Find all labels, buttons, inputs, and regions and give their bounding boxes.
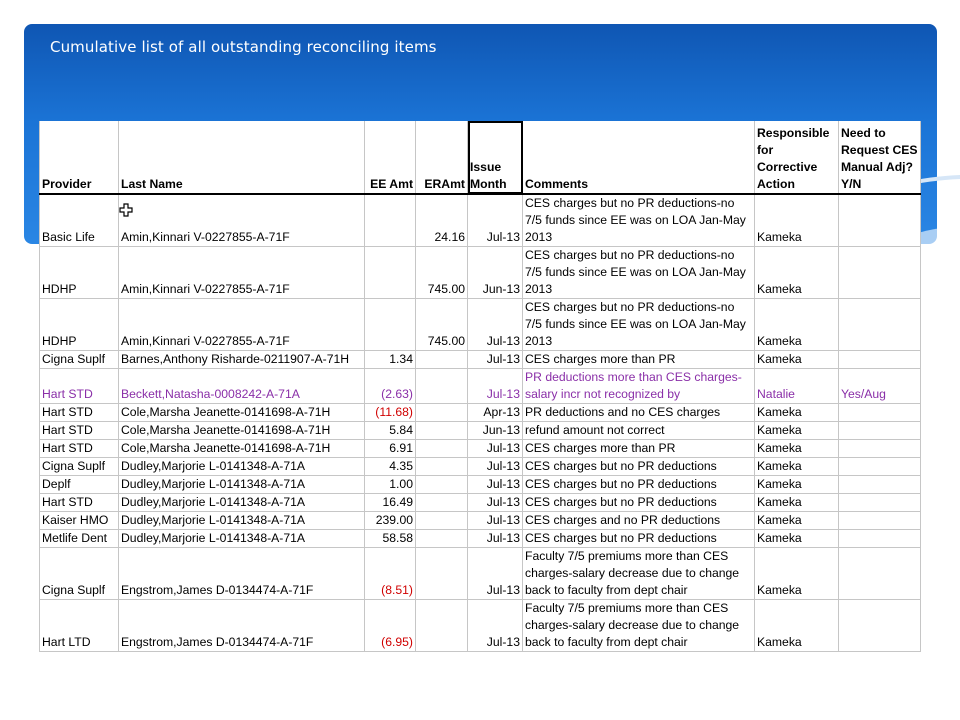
cell-resp: Kameka bbox=[755, 440, 839, 458]
cell-provider: Basic Life bbox=[40, 194, 119, 247]
cell-resp: Kameka bbox=[755, 512, 839, 530]
cell-adj bbox=[839, 458, 921, 476]
column-header-manual-adj: Need to Request CES Manual Adj? Y/N bbox=[839, 121, 921, 194]
cell-adj bbox=[839, 422, 921, 440]
table-row bbox=[40, 404, 921, 422]
table-row bbox=[40, 369, 921, 404]
cell-adj bbox=[839, 548, 921, 600]
cell-resp: Kameka bbox=[755, 494, 839, 512]
cell-comment: CES charges but no PR deductions bbox=[523, 476, 755, 494]
cell-name: Dudley,Marjorie L-0141348-A-71A bbox=[119, 476, 365, 494]
cell-er bbox=[416, 494, 468, 512]
cell-resp: Natalie bbox=[755, 369, 839, 404]
cell-er bbox=[416, 422, 468, 440]
table-row bbox=[40, 530, 921, 548]
slide-title: Cumulative list of all outstanding reconciling items bbox=[50, 38, 437, 56]
column-header-comments: Comments bbox=[523, 121, 755, 194]
cell-comment: CES charges but no PR deductions-no 7/5 funds since EE was on LOA Jan-May 2013 bbox=[523, 299, 755, 351]
cell-comment: CES charges but no PR deductions bbox=[523, 494, 755, 512]
cell-month: Jul-13 bbox=[468, 351, 523, 369]
cell-ee: 58.58 bbox=[365, 530, 416, 548]
column-header-er-amt: ERAmt bbox=[416, 121, 468, 194]
cell-provider: Hart STD bbox=[40, 422, 119, 440]
table-row bbox=[40, 548, 921, 600]
cell-adj bbox=[839, 476, 921, 494]
cell-adj bbox=[839, 530, 921, 548]
cell-name: Engstrom,James D-0134474-A-71F bbox=[119, 600, 365, 652]
cell-provider: Kaiser HMO bbox=[40, 512, 119, 530]
cell-comment: CES charges but no PR deductions-no 7/5 funds since EE was on LOA Jan-May 2013 bbox=[523, 194, 755, 247]
cell-provider: Cigna Suplf bbox=[40, 351, 119, 369]
table-row bbox=[40, 247, 921, 299]
cell-adj: Yes/Aug bbox=[839, 369, 921, 404]
table-row bbox=[40, 440, 921, 458]
table-row bbox=[40, 351, 921, 369]
cell-ee bbox=[365, 247, 416, 299]
cell-name: Dudley,Marjorie L-0141348-A-71A bbox=[119, 512, 365, 530]
table-row bbox=[40, 600, 921, 652]
cell-resp: Kameka bbox=[755, 351, 839, 369]
column-header-issue-month: Issue Month bbox=[468, 121, 523, 194]
cell-month: Jul-13 bbox=[468, 530, 523, 548]
cell-comment: PR deductions more than CES charges-salary incr not recognized by bbox=[523, 369, 755, 404]
cell-resp: Kameka bbox=[755, 422, 839, 440]
cell-month: Jul-13 bbox=[468, 494, 523, 512]
cell-ee: 1.00 bbox=[365, 476, 416, 494]
cell-name: Cole,Marsha Jeanette-0141698-A-71H bbox=[119, 404, 365, 422]
cell-ee: 5.84 bbox=[365, 422, 416, 440]
cursor-plus-icon bbox=[119, 203, 133, 217]
cell-comment: CES charges but no PR deductions-no 7/5 funds since EE was on LOA Jan-May 2013 bbox=[523, 247, 755, 299]
cell-comment: Faculty 7/5 premiums more than CES charges-salary decrease due to change back to faculty from dept chair bbox=[523, 548, 755, 600]
cell-er: 24.16 bbox=[416, 194, 468, 247]
cell-ee: 4.35 bbox=[365, 458, 416, 476]
cell-name: Amin,Kinnari V-0227855-A-71F bbox=[119, 194, 365, 247]
cell-ee: (2.63) bbox=[365, 369, 416, 404]
cell-resp: Kameka bbox=[755, 476, 839, 494]
cell-resp: Kameka bbox=[755, 548, 839, 600]
cell-er bbox=[416, 458, 468, 476]
cell-month: Jul-13 bbox=[468, 458, 523, 476]
column-header-provider: Provider bbox=[40, 121, 119, 194]
cell-adj bbox=[839, 512, 921, 530]
cell-ee: 16.49 bbox=[365, 494, 416, 512]
cell-comment: CES charges more than PR bbox=[523, 440, 755, 458]
cell-comment: Faculty 7/5 premiums more than CES charges-salary decrease due to change back to faculty from dept chair bbox=[523, 600, 755, 652]
cell-er bbox=[416, 369, 468, 404]
header-row bbox=[40, 121, 921, 194]
cell-comment: PR deductions and no CES charges bbox=[523, 404, 755, 422]
cell-month: Jul-13 bbox=[468, 194, 523, 247]
cell-month: Jul-13 bbox=[468, 476, 523, 494]
cell-ee bbox=[365, 299, 416, 351]
spreadsheet-image bbox=[39, 121, 921, 664]
cell-month: Jul-13 bbox=[468, 369, 523, 404]
cell-ee: 239.00 bbox=[365, 512, 416, 530]
cell-month: Jul-13 bbox=[468, 299, 523, 351]
cell-month: Jun-13 bbox=[468, 247, 523, 299]
cell-resp: Kameka bbox=[755, 530, 839, 548]
cell-ee: 1.34 bbox=[365, 351, 416, 369]
cell-month: Jun-13 bbox=[468, 422, 523, 440]
cell-month: Jul-13 bbox=[468, 512, 523, 530]
cell-adj bbox=[839, 494, 921, 512]
cell-name: Dudley,Marjorie L-0141348-A-71A bbox=[119, 458, 365, 476]
cell-month: Jul-13 bbox=[468, 440, 523, 458]
cell-adj bbox=[839, 404, 921, 422]
cell-er bbox=[416, 476, 468, 494]
table-row bbox=[40, 299, 921, 351]
cell-provider: Hart STD bbox=[40, 494, 119, 512]
cell-ee: (11.68) bbox=[365, 404, 416, 422]
cell-ee: (8.51) bbox=[365, 548, 416, 600]
table-row bbox=[40, 194, 921, 247]
cell-provider: HDHP bbox=[40, 247, 119, 299]
cell-month: Jul-13 bbox=[468, 548, 523, 600]
cell-er bbox=[416, 512, 468, 530]
cell-adj bbox=[839, 440, 921, 458]
cell-name: Engstrom,James D-0134474-A-71F bbox=[119, 548, 365, 600]
table-row bbox=[40, 494, 921, 512]
cell-er bbox=[416, 548, 468, 600]
cell-ee: (6.95) bbox=[365, 600, 416, 652]
cell-name: Dudley,Marjorie L-0141348-A-71A bbox=[119, 494, 365, 512]
column-header-responsible: Responsible for Corrective Action bbox=[755, 121, 839, 194]
cell-resp: Kameka bbox=[755, 458, 839, 476]
reconciling-items-table bbox=[39, 121, 921, 652]
cell-er: 745.00 bbox=[416, 247, 468, 299]
cell-provider: Cigna Suplf bbox=[40, 548, 119, 600]
cell-adj bbox=[839, 600, 921, 652]
cell-comment: CES charges and no PR deductions bbox=[523, 512, 755, 530]
column-header-ee-amt: EE Amt bbox=[365, 121, 416, 194]
cell-adj bbox=[839, 351, 921, 369]
cell-provider: Hart STD bbox=[40, 369, 119, 404]
cell-comment: CES charges but no PR deductions bbox=[523, 458, 755, 476]
table-row bbox=[40, 476, 921, 494]
cell-provider: Hart LTD bbox=[40, 600, 119, 652]
cell-ee: 6.91 bbox=[365, 440, 416, 458]
column-header-last-name: Last Name bbox=[119, 121, 365, 194]
cell-er bbox=[416, 404, 468, 422]
cell-name: Beckett,Natasha-0008242-A-71A bbox=[119, 369, 365, 404]
cell-er bbox=[416, 530, 468, 548]
cell-month: Jul-13 bbox=[468, 600, 523, 652]
cell-resp: Kameka bbox=[755, 247, 839, 299]
cell-er: 745.00 bbox=[416, 299, 468, 351]
table-row bbox=[40, 458, 921, 476]
cell-name: Cole,Marsha Jeanette-0141698-A-71H bbox=[119, 440, 365, 458]
cell-name: Amin,Kinnari V-0227855-A-71F bbox=[119, 247, 365, 299]
cell-resp: Kameka bbox=[755, 194, 839, 247]
cell-month: Apr-13 bbox=[468, 404, 523, 422]
cell-comment: CES charges more than PR bbox=[523, 351, 755, 369]
cell-adj bbox=[839, 247, 921, 299]
cell-provider: Hart STD bbox=[40, 440, 119, 458]
cell-resp: Kameka bbox=[755, 600, 839, 652]
cell-adj bbox=[839, 194, 921, 247]
cell-er bbox=[416, 440, 468, 458]
cell-provider: HDHP bbox=[40, 299, 119, 351]
cell-er bbox=[416, 351, 468, 369]
cell-provider: Deplf bbox=[40, 476, 119, 494]
cell-ee bbox=[365, 194, 416, 247]
cell-er bbox=[416, 600, 468, 652]
table-row bbox=[40, 422, 921, 440]
cell-name: Barnes,Anthony Risharde-0211907-A-71H bbox=[119, 351, 365, 369]
cell-resp: Kameka bbox=[755, 299, 839, 351]
cell-comment: refund amount not correct bbox=[523, 422, 755, 440]
cell-comment: CES charges but no PR deductions bbox=[523, 530, 755, 548]
cell-provider: Cigna Suplf bbox=[40, 458, 119, 476]
cell-adj bbox=[839, 299, 921, 351]
cell-resp: Kameka bbox=[755, 404, 839, 422]
cell-provider: Hart STD bbox=[40, 404, 119, 422]
cell-name: Amin,Kinnari V-0227855-A-71F bbox=[119, 299, 365, 351]
cell-name: Cole,Marsha Jeanette-0141698-A-71H bbox=[119, 422, 365, 440]
cell-provider: Metlife Dent bbox=[40, 530, 119, 548]
cell-name: Dudley,Marjorie L-0141348-A-71A bbox=[119, 530, 365, 548]
table-row bbox=[40, 512, 921, 530]
